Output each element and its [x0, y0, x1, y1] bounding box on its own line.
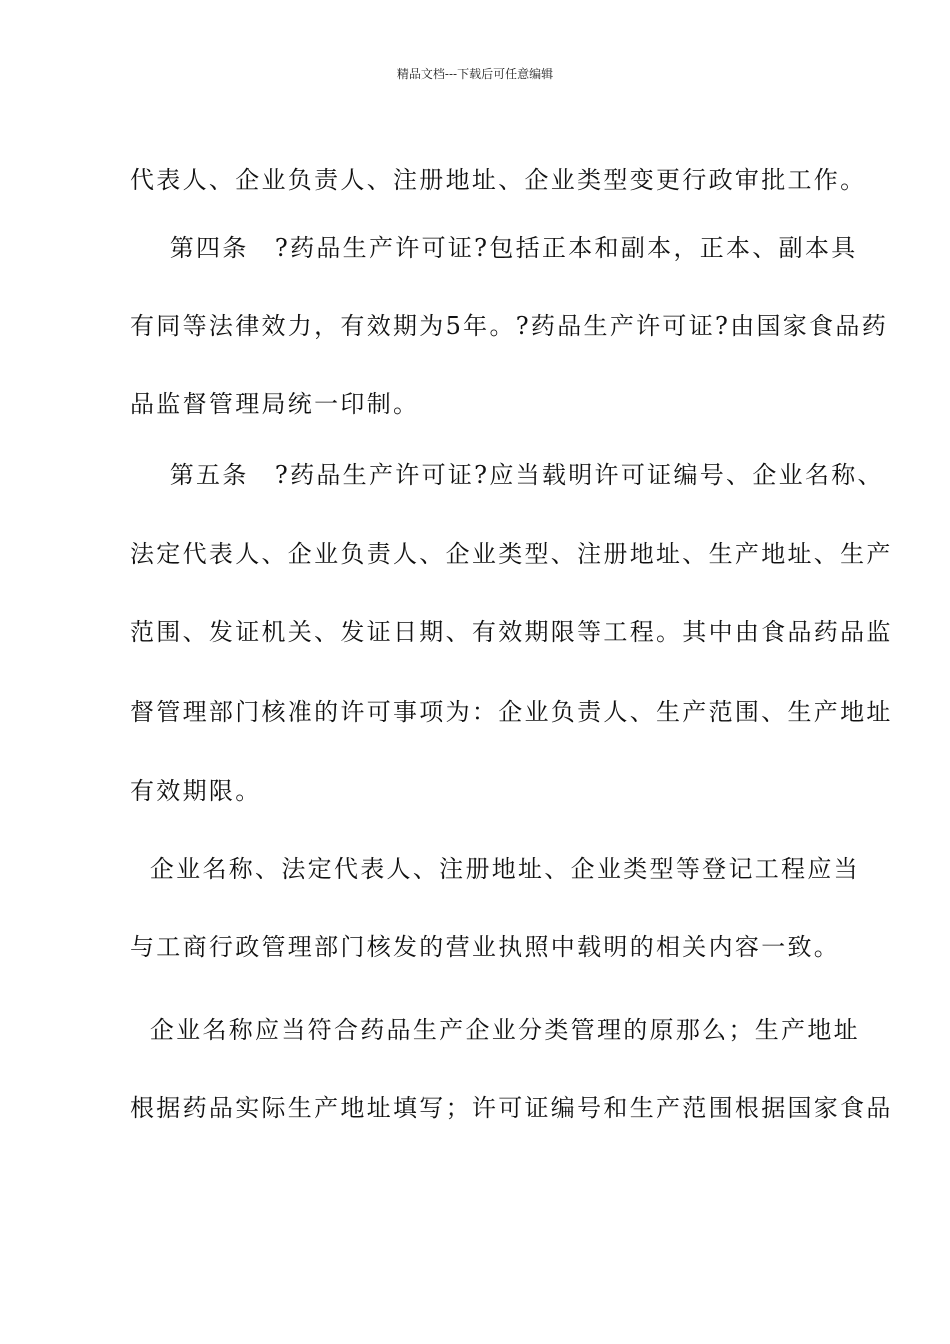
body-line-3: 有同等法律效力，有效期为5年。?药品生产许可证?由国家食品药 — [130, 312, 889, 340]
body-line-10: 企业名称、法定代表人、注册地址、企业类型等登记工程应当 — [130, 855, 860, 883]
page-header: 精品文档---下载后可任意编辑 — [396, 67, 554, 81]
body-line-4: 品监督管理局统一印制。 — [130, 390, 420, 418]
body-line-12: 企业名称应当符合药品生产企业分类管理的原那么；生产地址 — [130, 1016, 860, 1044]
body-line-6: 法定代表人、企业负责人、企业类型、注册地址、生产地址、生产 — [130, 540, 893, 568]
body-line-7: 范围、发证机关、发证日期、有效期限等工程。其中由食品药品监 — [130, 618, 893, 646]
body-line-1: 代表人、企业负责人、注册地址、企业类型变更行政审批工作。 — [130, 166, 867, 194]
body-line-5: 第五条 ?药品生产许可证?应当载明许可证编号、企业名称、 — [130, 461, 884, 489]
body-line-8: 督管理部门核准的许可事项为：企业负责人、生产范围、生产地址 — [130, 698, 893, 726]
body-line-13: 根据药品实际生产地址填写；许可证编号和生产范围根据国家食品 — [130, 1094, 893, 1122]
body-line-9: 有效期限。 — [130, 777, 262, 805]
body-line-2: 第四条 ?药品生产许可证?包括正本和副本，正本、副本具 — [130, 234, 858, 262]
body-line-11: 与工商行政管理部门核发的营业执照中载明的相关内容一致。 — [130, 933, 841, 961]
